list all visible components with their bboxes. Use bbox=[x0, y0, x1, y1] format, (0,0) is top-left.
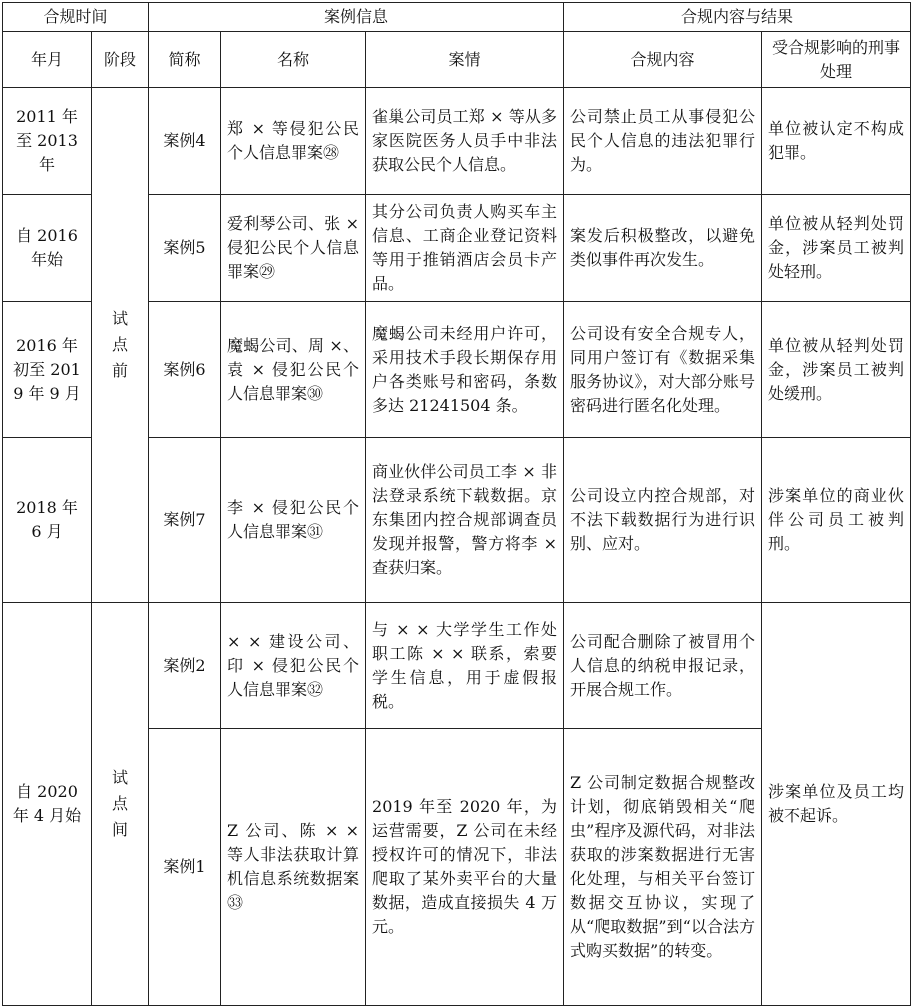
compliance-content-cell: 案发后积极整改，以避免类似事件再次发生。 bbox=[564, 195, 762, 302]
case-facts-cell: 雀巢公司员工郑 × 等从多家医院医务人员手中非法获取公民个人信息。 bbox=[366, 88, 564, 195]
table-row bbox=[3, 603, 911, 729]
stage-label: 试点前 bbox=[112, 309, 129, 380]
month-cell: 自 2016 年始 bbox=[3, 195, 92, 302]
short-name-cell: 案例6 bbox=[149, 302, 221, 438]
case-facts-cell: 2019 年至 2020 年，为运营需要，Z 公司在未经授权许可的情况下，非法爬取了某外卖平台的大量数据，造成直接损失 4 万元。 bbox=[366, 729, 564, 1006]
compliance-content-cell: 公司禁止员工从事侵犯公民个人信息的违法犯罪行为。 bbox=[564, 88, 762, 195]
header-group-row bbox=[3, 3, 911, 32]
compliance-content-cell: 公司设有安全合规专人，同用户签订有《数据采集服务协议》，对大部分账号密码进行匿名化处理。 bbox=[564, 302, 762, 438]
month-cell: 2016 年初至 2019 年 9 月 bbox=[3, 302, 92, 438]
header-month: 年月 bbox=[3, 32, 92, 88]
case-facts-cell: 与 × × 大学学生工作处职工陈 × × 联系，索要学生信息，用于虚假报税。 bbox=[366, 603, 564, 729]
header-case-facts: 案情 bbox=[366, 32, 564, 88]
case-name-cell: Z 公司、陈 × × 等人非法获取计算机信息系统数据案㉝ bbox=[221, 729, 366, 1006]
header-stage: 阶段 bbox=[92, 32, 149, 88]
case-facts-cell: 魔蝎公司未经用户许可，采用技术手段长期保存用户各类账号和密码，条数多达 21241504 条。 bbox=[366, 302, 564, 438]
case-name-cell: 郑 × 等侵犯公民个人信息罪案㉘ bbox=[221, 88, 366, 195]
compliance-content-cell: 公司设立内控合规部，对不法下载数据行为进行识别、应对。 bbox=[564, 438, 762, 603]
header-column-row bbox=[3, 32, 911, 88]
criminal-outcome-cell: 单位被从轻判处罚金，涉案员工被判处缓刑。 bbox=[762, 302, 911, 438]
short-name-cell: 案例2 bbox=[149, 603, 221, 729]
header-group-case-info: 案例信息 bbox=[149, 3, 564, 32]
compliance-case-table bbox=[2, 2, 911, 1006]
header-group-compliance-result: 合规内容与结果 bbox=[564, 3, 911, 32]
compliance-content-cell: Z 公司制定数据合规整改计划，彻底销毁相关“爬虫”程序及源代码，对非法获取的涉案数据进行无害化处理，与相关平台签订数据交互协议，实现了从“爬取数据”到“以合法方式购买数据”的转变。 bbox=[564, 729, 762, 1006]
case-name-cell: 爱利琴公司、张 × 侵犯公民个人信息罪案㉙ bbox=[221, 195, 366, 302]
stage-cell-during-pilot bbox=[92, 603, 149, 1006]
case-name-cell: × × 建设公司、印 × 侵犯公民个人信息罪案㉜ bbox=[221, 603, 366, 729]
stage-label: 试点间 bbox=[112, 768, 129, 839]
case-name-cell: 李 × 侵犯公民个人信息罪案㉛ bbox=[221, 438, 366, 603]
short-name-cell: 案例5 bbox=[149, 195, 221, 302]
compliance-content-cell: 公司配合删除了被冒用个人信息的纳税申报记录，开展合规工作。 bbox=[564, 603, 762, 729]
header-short-name: 简称 bbox=[149, 32, 221, 88]
month-cell: 2011 年至 2013 年 bbox=[3, 88, 92, 195]
header-compliance-content: 合规内容 bbox=[564, 32, 762, 88]
criminal-outcome-cell: 涉案单位及员工均被不起诉。 bbox=[762, 603, 911, 1006]
month-cell: 2018 年 6 月 bbox=[3, 438, 92, 603]
short-name-cell: 案例1 bbox=[149, 729, 221, 1006]
header-criminal-outcome: 受合规影响的刑事处理 bbox=[762, 32, 911, 88]
case-name-cell: 魔蝎公司、周 ×、袁 × 侵犯公民个人信息罪案㉚ bbox=[221, 302, 366, 438]
criminal-outcome-cell: 单位被从轻判处罚金，涉案员工被判处轻刑。 bbox=[762, 195, 911, 302]
criminal-outcome-cell: 单位被认定不构成犯罪。 bbox=[762, 88, 911, 195]
stage-cell-pre-pilot bbox=[92, 88, 149, 603]
table-row bbox=[3, 88, 911, 195]
short-name-cell: 案例4 bbox=[149, 88, 221, 195]
case-facts-cell: 商业伙伴公司员工李 × 非法登录系统下载数据。京东集团内控合规部调查员发现并报警，警方将李 × 查获归案。 bbox=[366, 438, 564, 603]
short-name-cell: 案例7 bbox=[149, 438, 221, 603]
month-cell: 自 2020 年 4 月始 bbox=[3, 603, 92, 1006]
header-group-time: 合规时间 bbox=[3, 3, 149, 32]
header-case-name: 名称 bbox=[221, 32, 366, 88]
case-facts-cell: 其分公司负责人购买车主信息、工商企业登记资料等用于推销酒店会员卡产品。 bbox=[366, 195, 564, 302]
criminal-outcome-cell: 涉案单位的商业伙伴公司员工被判刑。 bbox=[762, 438, 911, 603]
